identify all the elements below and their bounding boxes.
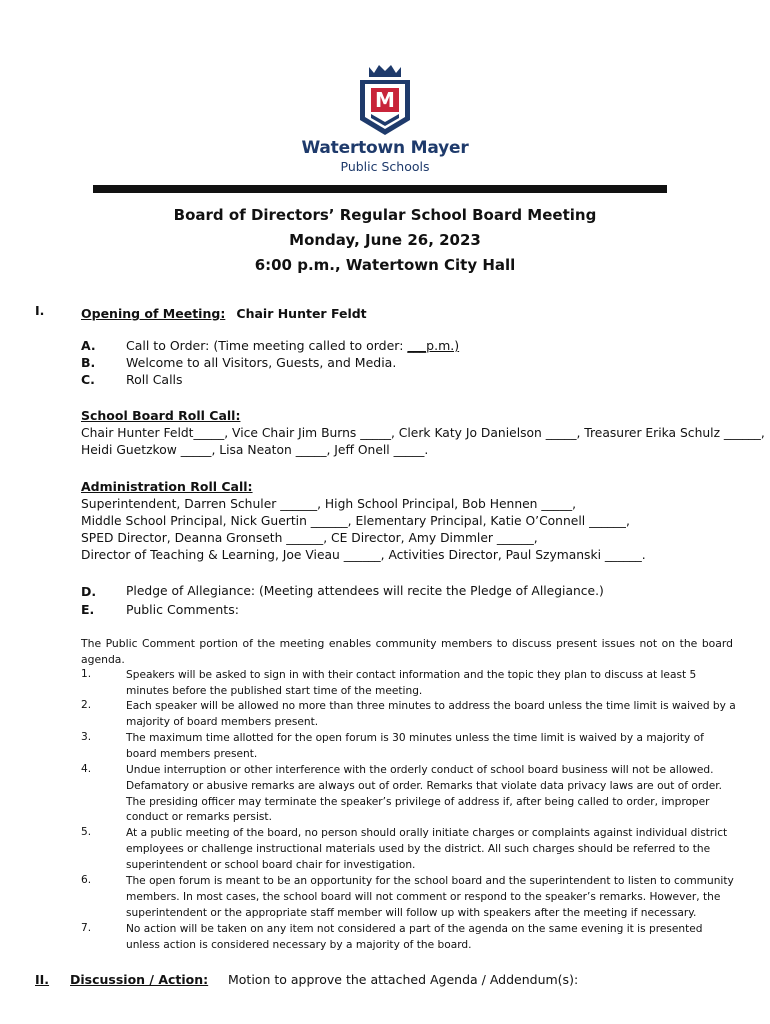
section-number: I.	[35, 303, 45, 318]
district-logo	[300, 64, 470, 176]
org-name: Watertown Mayer	[301, 138, 469, 158]
board-roll-call-heading: School Board Roll Call:	[81, 408, 241, 423]
item-blank: ___p.m.)	[407, 338, 460, 353]
rule-number: 4.	[81, 763, 92, 775]
section-chair: Chair Hunter Feldt	[236, 306, 367, 321]
admin-roll-call-heading: Administration Roll Call:	[81, 479, 253, 494]
board-roll-call-line: Heidi Guetzkow _____, Lisa Neaton _____, Jeff Onell _____.	[81, 443, 429, 457]
item-text: Welcome to all Visitors, Guests, and Media.	[126, 355, 397, 370]
item-letter: D.	[81, 584, 97, 599]
section-number: II.	[35, 972, 50, 987]
rule-number: 3.	[81, 731, 92, 743]
rule-text: Speakers will be asked to sign in with their contact information and the topic they plan to discuss at least 5 minutes before the published start time of the meeting.	[126, 669, 697, 697]
rule-number: 1.	[81, 668, 92, 680]
rule-text: No action will be taken on any item not considered a part of the agenda on the same evening it is presented unless action is considered necessary by a majority of the board.	[126, 923, 703, 951]
item-text: Roll Calls	[126, 372, 183, 387]
shield-emblem-icon	[356, 64, 414, 136]
item-text: Call to Order: (Time meeting called to order:	[126, 338, 408, 353]
board-roll-call-line: Chair Hunter Feldt_____, Vice Chair Jim Burns _____, Clerk Katy Jo Danielson _____, Treasurer Erika Schulz ______,	[81, 426, 765, 440]
rule-text: At a public meeting of the board, no person should orally initiate charges or complaints against individual district employees or challenge instructional materials used by the district. All such charges should be referred to the superintendent or school board chair for investigation.	[126, 827, 728, 871]
rule-number: 6.	[81, 874, 92, 886]
rule-number: 2.	[81, 699, 92, 711]
rule-text: The maximum time allotted for the open forum is 30 minutes unless the time limit is waived by a majority of board members present.	[126, 732, 704, 760]
item-letter: A.	[81, 338, 96, 353]
header-divider	[93, 185, 667, 193]
section-label: Opening of Meeting:	[81, 306, 226, 321]
rule-text: The open forum is meant to be an opportunity for the school board and the superintendent to listen to community members. In most cases, the school board will not comment or respond to the speaker’s remarks. However, the superintendent or the appropriate staff member will follow up with speakers after the meeting if necessary.	[126, 875, 734, 919]
section-text: Motion to approve the attached Agenda / Addendum(s):	[228, 972, 579, 987]
admin-roll-call-line: SPED Director, Deanna Gronseth ______, CE Director, Amy Dimmler ______,	[81, 531, 538, 545]
meeting-date: Monday, June 26, 2023	[289, 231, 481, 249]
rule-text: Undue interruption or other interference with the orderly conduct of school board business will not be allowed. Defamatory or abusive remarks are always out of order. Remarks that violate data privacy laws are out of order. The presiding officer may terminate the speaker’s privilege of address if, after being called to order, improper conduct or remarks persist.	[126, 764, 723, 824]
rule-text: Each speaker will be allowed no more than three minutes to address the board unless the time limit is waived by a majority of board members present.	[126, 700, 736, 728]
meeting-time-location: 6:00 p.m., Watertown City Hall	[254, 256, 516, 274]
item-letter: B.	[81, 355, 96, 370]
item-letter: E.	[81, 602, 95, 617]
org-subtitle: Public Schools	[340, 159, 430, 174]
public-comment-intro: The Public Comment portion of the meeting enables community members to discuss present issues not on the board agenda.	[81, 637, 733, 666]
section-heading	[81, 303, 367, 322]
admin-roll-call-line: Superintendent, Darren Schuler ______, High School Principal, Bob Hennen _____,	[81, 497, 577, 511]
admin-roll-call-line: Director of Teaching & Learning, Joe Vieau ______, Activities Director, Paul Szymanski ______.	[81, 548, 646, 562]
list-item	[126, 338, 459, 353]
rule-number: 5.	[81, 826, 92, 838]
item-letter: C.	[81, 372, 95, 387]
rule-number: 7.	[81, 922, 92, 934]
item-text: Public Comments:	[126, 602, 239, 617]
item-text: Pledge of Allegiance: (Meeting attendees will recite the Pledge of Allegiance.)	[126, 584, 604, 598]
emblem-letter: M	[375, 88, 395, 112]
section-label: Discussion / Action:	[70, 972, 209, 987]
meeting-title: Board of Directors’ Regular School Board Meeting	[173, 206, 597, 224]
admin-roll-call-line: Middle School Principal, Nick Guertin ______, Elementary Principal, Katie O’Connell ______,	[81, 514, 630, 528]
